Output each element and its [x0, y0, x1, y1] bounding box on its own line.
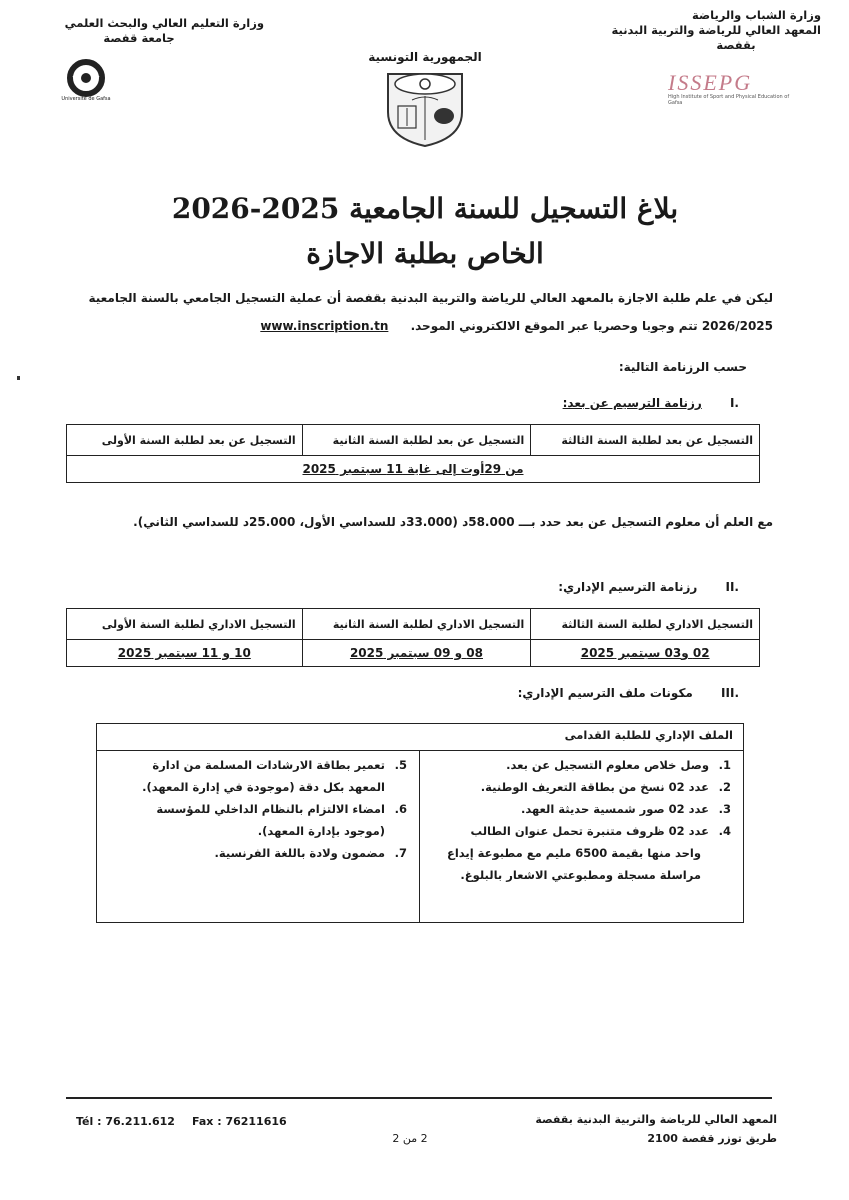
section-1-title: رزنامة الترسيم عن بعد:	[562, 396, 702, 410]
list-item: 6.امضاء الالتزام بالنظام الداخلي للمؤسسة	[156, 802, 407, 816]
coat-of-arms-icon	[382, 68, 468, 148]
section-1-heading	[339, 396, 739, 410]
header-right	[581, 8, 821, 53]
section-2-title: رزنامة الترسيم الإداري:	[558, 580, 698, 594]
list-item-continuation: المعهد بكل دقة (موجودة في إدارة المعهد).	[142, 780, 385, 794]
website-link[interactable]: www.inscription.tn	[260, 319, 389, 333]
issepg-logo-caption: High Institute of Sport and Physical Education of Gafsa	[668, 94, 790, 106]
coat-of-arms	[382, 68, 468, 148]
footer-rule	[66, 1097, 772, 1099]
institute-name-line: المعهد العالي للرياضة والتربية البدنية	[611, 23, 821, 37]
issepg-logo	[668, 70, 798, 110]
admin-file-right-column	[423, 754, 731, 886]
admin-file-left-list	[107, 754, 407, 864]
list-item: 3.عدد 02 صور شمسية حديثة العهد.	[520, 802, 731, 816]
ministry-higher-ed-line: وزارة التعليم العالي والبحث العلمي	[64, 16, 264, 30]
list-item: 7.مضمون ولادة باللغة الفرنسية.	[214, 846, 407, 860]
admin-file-box	[96, 723, 744, 923]
list-item: 4.عدد 02 ظروف متنبرة تحمل عنوان الطالب	[470, 824, 731, 838]
issepg-logo-text: ISSEPG	[668, 70, 753, 95]
section-3-number: III.	[721, 686, 739, 700]
remote-registration-table	[66, 424, 760, 483]
list-item-continuation: مراسلة مسجلة ومطبوعتي الاشعار بالبلوغ.	[460, 868, 701, 882]
remote-header-year2: التسجيل عن بعد لطلبة السنة الثانية	[302, 425, 531, 456]
university-line: جامعة قفصة	[103, 31, 175, 45]
main-title: بلاغ التسجيل للسنة الجامعية 2025-2026	[171, 192, 679, 225]
intro-line-2	[73, 313, 773, 339]
admin-date-year1: 10 و 11 سبتمبر 2025	[67, 640, 303, 667]
intro-line-1: ليكن في علم طلبة الاجازة بالمعهد العالي للرياضة والتربية البدنية بقفصة أن عملية التسجيل الجامعي بالسنة الجامعية	[88, 291, 773, 305]
remote-header-year3: التسجيل عن بعد لطلبة السنة الثالثة	[531, 425, 760, 456]
margin-mark	[17, 376, 20, 380]
admin-header-year1: التسجيل الاداري لطلبة السنة الأولى	[67, 609, 303, 640]
admin-file-left-column	[107, 754, 407, 864]
admin-date-year3: 02 و03 سبتمبر 2025	[531, 640, 760, 667]
section-2-heading	[339, 580, 739, 594]
section-3-heading	[339, 686, 739, 700]
list-item: 1.وصل خلاص معلوم التسجيل عن بعد.	[506, 758, 731, 772]
admin-header-year3: التسجيل الاداري لطلبة السنة الثالثة	[531, 609, 760, 640]
institute-city-line: بقفصة	[716, 38, 756, 52]
admin-date-year2: 08 و 09 سبتمبر 2025	[302, 640, 531, 667]
fee-note: مع العلم أن معلوم التسجيل عن بعد حدد بـــ 58.000د (33.000د للسداسي الأول، 25.000د للسداسي الثاني).	[133, 515, 773, 529]
university-logo	[56, 56, 116, 106]
remote-date-range: من 29أوت إلى غاية 11 سبتمبر 2025	[67, 456, 760, 483]
list-item: 5.تعمير بطاقة الارشادات المسلمة من ادارة	[152, 758, 407, 772]
admin-file-divider	[419, 751, 420, 922]
admin-file-right-list	[423, 754, 731, 886]
list-item-continuation: واحد منها بقيمة 6500 مليم مع مطبوعة إيداع	[446, 846, 701, 860]
section-2-number: II.	[725, 580, 739, 594]
republic-title: الجمهورية التونسية	[368, 50, 482, 64]
admin-registration-table	[66, 608, 760, 667]
remote-header-year1: التسجيل عن بعد لطلبة السنة الأولى	[67, 425, 303, 456]
list-item: 2.عدد 02 نسخ من بطاقة التعريف الوطنية.	[480, 780, 731, 794]
ministry-youth-line: وزارة الشباب والرياضة	[692, 8, 821, 22]
page-number: 2 من 2	[392, 1132, 428, 1145]
header-left	[14, 16, 264, 46]
footer-address-2: طريق توزر قفصة 2100	[647, 1132, 777, 1145]
subtitle: الخاص بطلبة الاجازة	[306, 237, 544, 270]
university-logo-caption: Université de Gafsa	[61, 96, 111, 102]
section-1-number: I.	[729, 396, 739, 410]
footer-fax: Fax : 76211616	[192, 1115, 287, 1128]
footer-address-1: المعهد العالي للرياضة والتربية البدنية بقفصة	[535, 1113, 777, 1126]
admin-header-year2: التسجيل الاداري لطلبة السنة الثانية	[302, 609, 531, 640]
footer-phone: Tél : 76.211.612	[76, 1115, 175, 1128]
admin-file-box-title: الملف الإداري للطلبة القدامى	[97, 724, 743, 751]
list-item-continuation: (موجود بإدارة المعهد).	[257, 824, 385, 838]
intro-line-2-text: 2026/2025 تتم وجوبا وحصريا عبر الموقع الالكتروني الموحد.	[410, 319, 773, 333]
section-3-title: مكونات ملف الترسيم الإداري:	[517, 686, 693, 700]
schedule-intro: حسب الرزنامة التالية:	[618, 360, 747, 374]
